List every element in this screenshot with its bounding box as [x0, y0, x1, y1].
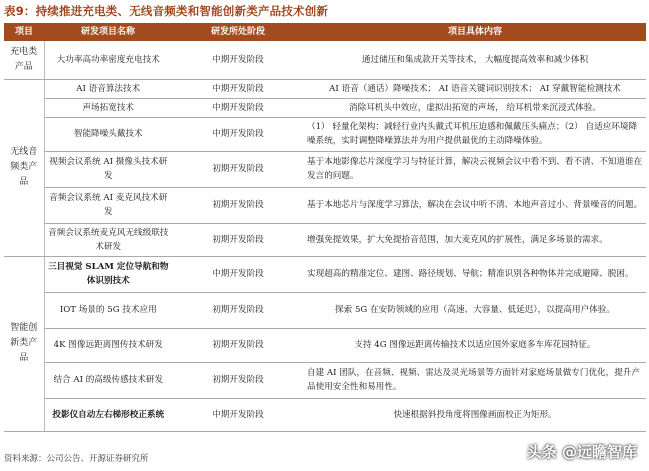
project-stage: 中期开发阶段 [172, 398, 304, 431]
table-row [4, 292, 646, 328]
project-name: 大功率高功率密度充电技术 [44, 41, 172, 79]
table-header-row [4, 23, 646, 41]
project-name: 音频会议系统 AI 麦克风技术研发 [44, 187, 172, 223]
project-name: 结合 AI 的高级传感技术研发 [44, 362, 172, 398]
category-smart: 智能创新类产品 [4, 256, 44, 431]
table-row [4, 328, 646, 362]
category-audio: 无线音频类产品 [4, 79, 44, 256]
project-name: 音频会议系统麦克风无线级联技术研发 [44, 223, 172, 256]
header-project-name: 研发项目名称 [44, 23, 172, 41]
project-content: （1） 轻量化架构：减轻行业内头戴式耳机压迫感和佩戴压头痛点；（2） 自适应环境降噪系统，实时调整降噪算法并为用户提供最优的主动降噪体验。 [304, 117, 646, 151]
project-stage: 初期开发阶段 [172, 223, 304, 256]
project-name: 投影仪自动左右梯形校正系统 [44, 398, 172, 431]
project-stage: 初期开发阶段 [172, 328, 304, 362]
project-name: 声场拓宽技术 [44, 98, 172, 117]
project-name: IOT 场景的 5G 技术应用 [44, 292, 172, 328]
project-stage: 中期开发阶段 [172, 256, 304, 292]
table-row [4, 79, 646, 98]
table-row [4, 98, 646, 117]
project-stage: 中期开发阶段 [172, 41, 304, 79]
project-content: 探索 5G 在安防领域的应用（高速、大容量、低延迟），以提高用户体验。 [304, 292, 646, 328]
table-row [4, 398, 646, 431]
project-stage: 初期开发阶段 [172, 151, 304, 187]
table-row [4, 151, 646, 187]
table-row [4, 117, 646, 151]
table-row [4, 256, 646, 292]
project-content: 通过储压和集成款开关等技术， 大幅度提高效率和减少体积 [304, 41, 646, 79]
table-title: 表9：持续推进充电类、无线音频类和智能创新类产品技术创新 [4, 4, 329, 18]
header-category: 项目 [4, 23, 44, 41]
table-row [4, 223, 646, 256]
project-content: 基于本地芯片与深度学习算法，解决在会议中听不清、本地声音过小、背景噪音的问题。 [304, 187, 646, 223]
project-name: 智能降噪头戴技术 [44, 117, 172, 151]
project-name: AI 语音算法技术 [44, 79, 172, 98]
project-content: 增强免提效果，扩大免提拾音范围，加大麦克风的扩展性，满足多场景的需求。 [304, 223, 646, 256]
project-content: 消除耳机头中效应，虚拟出拓宽的声场， 给耳机带来沉浸式体验。 [304, 98, 646, 117]
project-name: 4K 图像远距离图传技术研发 [44, 328, 172, 362]
project-stage: 中期开发阶段 [172, 79, 304, 98]
project-name: 三目视觉 SLAM 定位导航和物体识别技术 [44, 256, 172, 292]
project-content: 实现超高的精准定位、建图、路径规划、导航；精准识别各种物体并完成避障、脱困。 [304, 256, 646, 292]
header-content: 项目具体内容 [304, 23, 646, 41]
project-stage: 初期开发阶段 [172, 362, 304, 398]
table-row [4, 362, 646, 398]
project-content: 自建 AI 团队，在音频、视频、雷达及灵光场景等方面针对家庭场景做专门优化，提升产品使用安全性和易用性。 [304, 362, 646, 398]
project-content: 基于本地影像芯片深度学习与特征计算，解决云视频会议中看不到、看不清、不知道谁在发言的问题。 [304, 151, 646, 187]
header-stage: 研发所处阶段 [172, 23, 304, 41]
project-stage: 中期开发阶段 [172, 98, 304, 117]
category-charging: 充电类产品 [4, 41, 44, 79]
tech-innovation-table [4, 23, 646, 432]
project-content: 快速根据斜投角度将图像画面校正为矩形。 [304, 398, 646, 431]
project-stage: 初期开发阶段 [172, 187, 304, 223]
project-stage: 初期开发阶段 [172, 292, 304, 328]
project-content: 支持 4G 图像远距离传输技术以适应国外家庭多车库花园特征。 [304, 328, 646, 362]
table-row [4, 41, 646, 79]
watermark: 头条 @远瞻智库 [526, 443, 637, 461]
project-name: 视频会议系统 AI 摄像头技术研发 [44, 151, 172, 187]
project-content: AI 语音（通话）降噪技术； AI 语音关键词识别技术； AI 穿戴智能检测技术 [304, 79, 646, 98]
table-row [4, 187, 646, 223]
project-stage: 中期开发阶段 [172, 117, 304, 151]
source-note: 资料来源：公司公告、开源证券研究所 [4, 454, 149, 464]
